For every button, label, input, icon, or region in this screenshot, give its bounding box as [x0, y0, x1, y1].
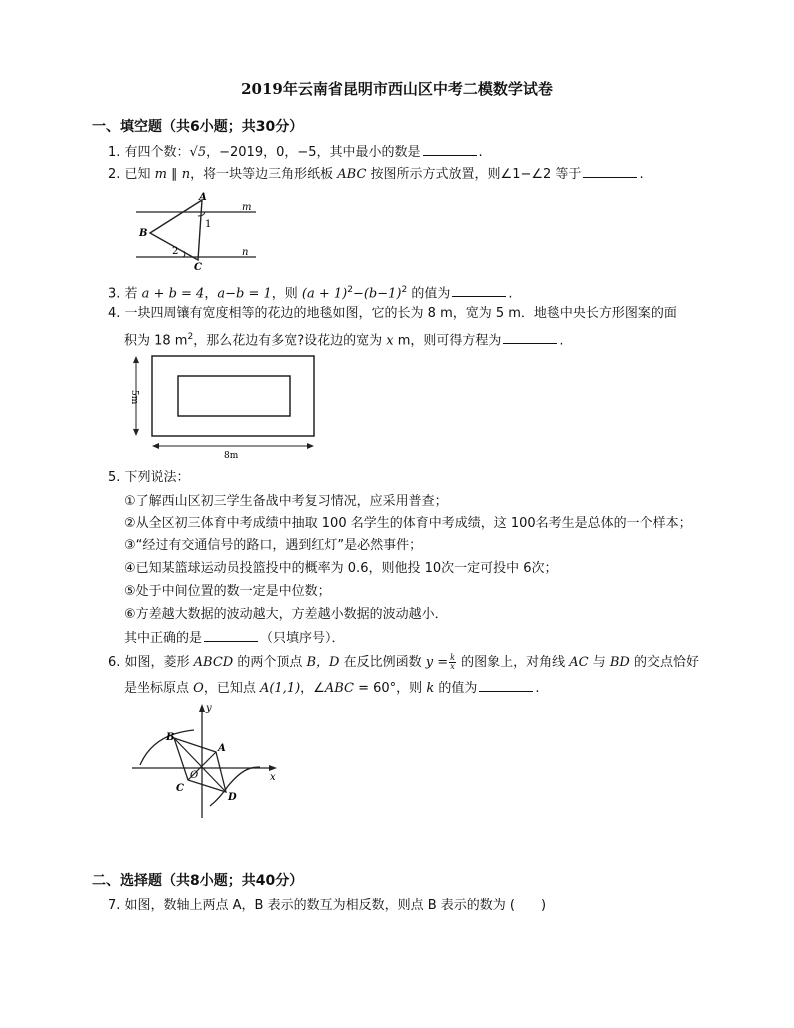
q5-statement-3: ③“经过有交通信号的路口，遇到红灯”是必然事件； — [124, 538, 423, 553]
q6-ac: AC — [569, 655, 589, 670]
q2-post: . — [639, 167, 644, 182]
label-c: C — [194, 262, 202, 272]
q3-sep: ， — [204, 286, 218, 302]
q6-abcd: ABCD — [193, 655, 234, 670]
q3-expr-a: (a + 1) — [301, 286, 348, 302]
q4-answer-blank[interactable] — [503, 330, 557, 344]
length-label: 8m — [224, 451, 239, 461]
q3-answer-blank[interactable] — [452, 283, 506, 297]
label-a: A — [218, 743, 226, 754]
q6-mid3: 的图象上，对角线 — [456, 655, 570, 670]
q5-ending-post: （只填序号）． — [260, 631, 345, 646]
label-b: B — [166, 732, 175, 743]
q3-exp-2: 2 — [401, 285, 408, 295]
q3-mid: ，则 — [271, 286, 302, 302]
q2-mid1: ，将一块等边三角形纸板 — [190, 167, 338, 182]
q1-pre: 1. 有四个数： — [108, 145, 190, 160]
label-o: O — [190, 770, 199, 781]
q5-statement-2: ②从全区初三体育中考成绩中抽取 100 名学生的体育中考成绩，这 100名考生是总体的一个样本； — [124, 516, 692, 531]
q3-eq2: a−b = 1 — [217, 286, 272, 302]
q4-area-text: 积为 18 m — [124, 333, 188, 349]
length-arrow-left — [152, 443, 159, 449]
figure-carpet — [126, 352, 326, 462]
q6-bd2: BD — [609, 655, 630, 670]
q6-mid1: 的两个顶点 — [233, 655, 307, 670]
q5-statement-4: ④已知某篮球运动员投篮投中的概率为 0.6，则他投 10次一定可投中 6次； — [124, 561, 558, 576]
q2-abc: ABC — [337, 167, 367, 182]
figure-rhombus-hyperbola — [128, 700, 283, 825]
width-arrow-bottom — [133, 429, 139, 436]
q6-line2c: ，∠ — [300, 681, 325, 696]
q1-mid: ，−2019，0，−5，其中最小的数是 — [206, 145, 421, 160]
page-title: 2019年云南省昆明市西山区中考二模数学试卷 — [241, 80, 553, 98]
q6-y: y = — [425, 655, 449, 670]
q3-exp-1: 2 — [347, 285, 353, 295]
q5-answer-blank[interactable] — [204, 628, 258, 642]
q6-mid4: 的交点恰好 — [629, 655, 699, 670]
label-b: B — [139, 228, 148, 239]
q5-statement-5: ⑤处于中间位置的数一定是中位数； — [124, 584, 331, 599]
question-4-line-1: 4. 一块四周镶有宽度相等的花边的地毯如图，它的长为 8 m，宽为 5 m．地毯中央长方形图案的面 — [108, 306, 677, 321]
q5-statement-1: ①了解西山区初三学生备战中考复习情况，应采用普查； — [124, 494, 448, 509]
label-m: m — [242, 202, 252, 213]
label-n: n — [242, 247, 249, 258]
q6-line2b: ，已知点 — [203, 681, 260, 696]
section-heading-choice: 二、选择题（共8小题；共40分） — [92, 873, 304, 889]
q4-area-exp: 2 — [187, 332, 194, 342]
q4-end: . — [559, 333, 564, 349]
carpet-inner-rect — [178, 376, 290, 416]
q6-fraction-k: k — [450, 653, 455, 662]
q2-mid2: 按图所示方式放置，则∠1−∠2 等于 — [366, 167, 582, 182]
label-x: x — [270, 772, 276, 783]
question-7: 7. 如图，数轴上两点 A，B 表示的数互为相反数，则点 B 表示的数为 ( ) — [108, 898, 547, 913]
q6-abc: ABC — [324, 681, 354, 696]
question-6-line-1 — [108, 653, 699, 673]
question-4-line-2 — [124, 327, 564, 351]
q6-line2e: 的值为 — [434, 681, 478, 696]
label-a: A — [199, 192, 207, 203]
q3-pre: 3. 若 — [108, 286, 142, 302]
x-axis-arrow — [269, 765, 277, 771]
width-arrow-top — [133, 356, 139, 363]
q3-eq1: a + b = 4 — [141, 286, 205, 302]
q5-ending-pre: 其中正确的是 — [124, 631, 203, 646]
q6-line2d: = 60°，则 — [353, 681, 427, 696]
q4-equation-text: m，则可得方程为 — [393, 333, 502, 349]
question-3 — [108, 280, 513, 304]
section-heading-fill-in: 一、填空题（共6小题；共30分） — [92, 119, 304, 135]
q6-line2a: 是坐标原点 — [124, 681, 194, 696]
question-5-intro: 5. 下列说法： — [108, 470, 190, 485]
q6-o: O — [193, 681, 204, 696]
q6-a11: A(1,1) — [259, 681, 301, 696]
q6-fraction — [449, 654, 456, 671]
q6-end: . — [535, 681, 540, 696]
figure-triangle-parallel-lines — [132, 190, 262, 272]
q1-post: . — [478, 145, 483, 160]
q6-answer-blank[interactable] — [479, 678, 533, 692]
question-1 — [108, 142, 483, 163]
q6-and: 与 — [588, 655, 610, 670]
q2-n: n — [181, 167, 191, 182]
q1-sqrt: √5 — [189, 145, 207, 160]
q6-fraction-x: x — [450, 662, 455, 671]
label-angle-1: 1 — [205, 219, 212, 230]
q6-k: k — [426, 681, 435, 696]
q2-m: m — [154, 167, 167, 182]
label-y: y — [206, 703, 212, 714]
q2-pre: 2. 已知 — [108, 167, 155, 182]
q4-width-text: ，那么花边有多宽?设花边的宽为 — [193, 333, 387, 349]
q3-expr-b: −(b−1) — [352, 286, 402, 302]
width-label: 5m — [129, 390, 139, 405]
question-2 — [108, 164, 644, 185]
q3-end: . — [508, 286, 513, 302]
label-angle-2: 2 — [172, 246, 179, 257]
q1-answer-blank[interactable] — [423, 142, 477, 156]
q5-statement-6: ⑥方差越大数据的波动越大，方差越小数据的波动越小． — [124, 607, 448, 622]
q6-mid2: 在反比例函数 — [339, 655, 426, 670]
q6-bd: B，D — [306, 655, 340, 670]
y-axis-arrow — [199, 704, 205, 712]
length-arrow-right — [307, 443, 314, 449]
label-d: D — [228, 792, 237, 803]
q5-ending — [124, 628, 345, 649]
q2-answer-blank[interactable] — [583, 164, 637, 178]
label-c: C — [176, 783, 184, 794]
question-6-line-2 — [124, 678, 539, 699]
q6-pre: 6. 如图，菱形 — [108, 655, 194, 670]
q4-x: x — [386, 333, 394, 349]
q3-post: 的值为 — [407, 286, 451, 302]
q2-parallel: ∥ — [167, 167, 182, 182]
